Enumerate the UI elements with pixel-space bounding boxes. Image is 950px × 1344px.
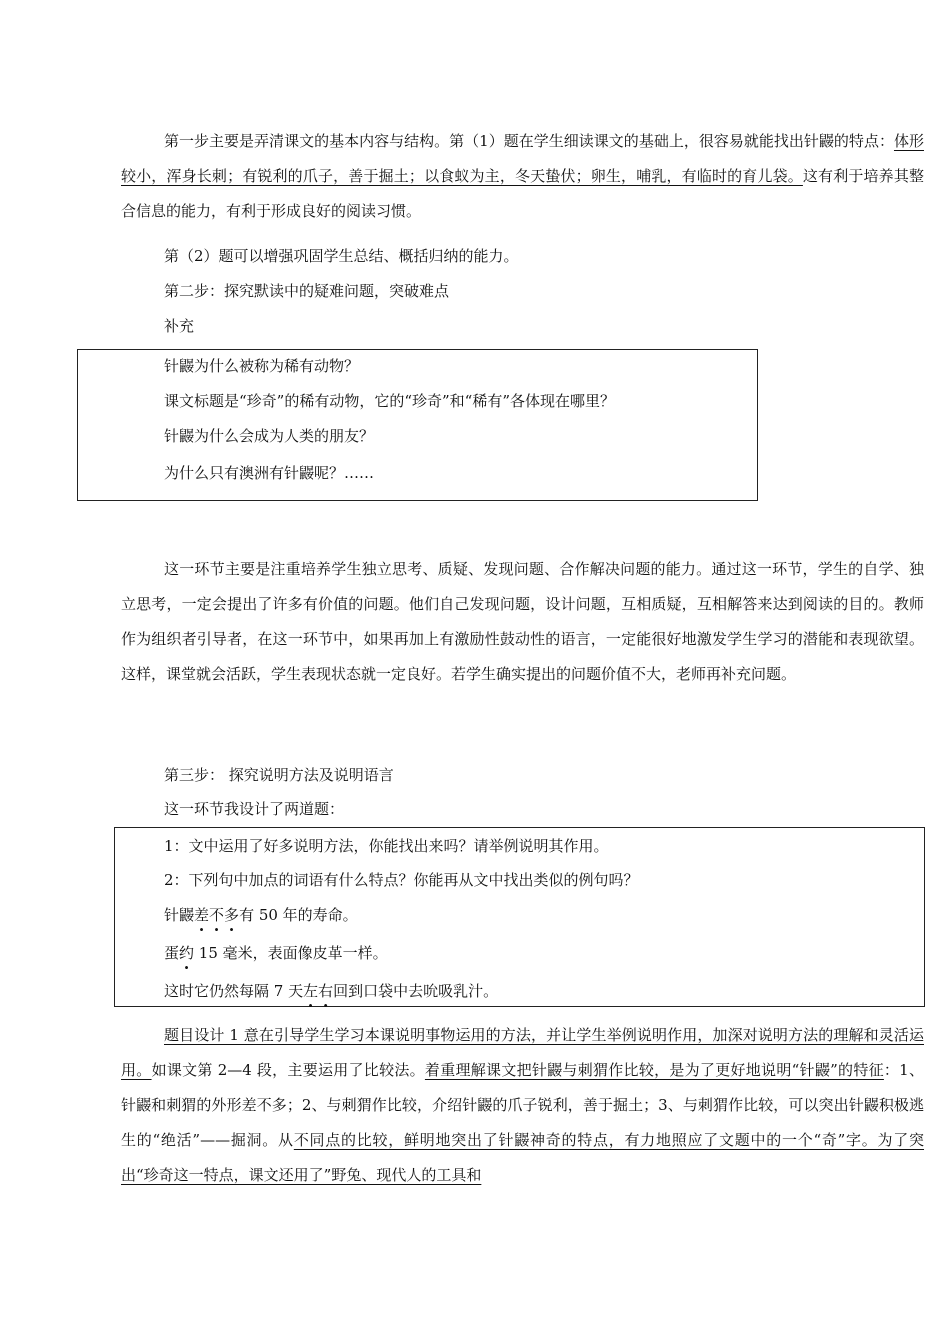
underlined-text: 不同点的比较，鲜明地突出了针鼹神奇的特点，有力地照应了文题中的一个“奇”字。为了突出“珍奇这一特点，课文还用了”野兔、现代人的工具和 (121, 1131, 925, 1184)
paragraph-question2: 第（2）题可以增强巩固学生总结、概括归纳的能力。 (164, 247, 519, 265)
dotted-char: 不 (209, 906, 225, 924)
text-span: 如课文第 2—4 段，主要运用了比较法。 (151, 1061, 425, 1079)
box1-line: 课文标题是“珍奇”的稀有动物，它的“珍奇”和“稀有”各体现在哪里？ (164, 392, 616, 410)
dotted-char: 约 (179, 944, 195, 962)
text-span: 第一步主要是弄清课文的基本内容与结构。第（1）题在学生细读课文的基础上，很容易就能找出针鼹的特点： (164, 132, 894, 150)
text-span: 这时它仍然每隔 7 天 (164, 982, 304, 1000)
dotted-char: 多 (224, 906, 240, 924)
exercise-question-1: 1：文中运用了好多说明方法，你能找出来吗？请举例说明其作用。 (164, 837, 609, 855)
text-span: 这有利于培养其整合信息的能力，有利于形成良好的阅读习惯。 (121, 167, 924, 220)
underlined-text: 体形较小，浑身长刺；有锐利的爪子，善于掘土；以食蚁为主，冬天蛰伏；卵生，哺乳，有临时的育儿袋。 (121, 132, 924, 185)
text-span: ：1、针鼹和刺猬的外形差不多；2、与刺猬作比较，介绍针鼹的爪子锐利，善于掘土；3、与刺猬作比较，可以突出针鼹积极逃生的“绝活”——掘洞。从 (121, 1061, 924, 1149)
heading-step3: 第三步： 探究说明方法及说明语言 (164, 766, 394, 784)
text-span: 蛋 (164, 944, 180, 962)
dotted-char: 差 (194, 906, 210, 924)
paragraph-design-analysis (121, 1018, 924, 1193)
box1-line: 为什么只有澳洲有针鼹呢？…… (164, 464, 375, 482)
heading-step2: 第二步：探究默读中的疑难问题，突破难点 (164, 282, 450, 300)
paragraph-step1 (121, 124, 924, 229)
paragraph-step2-explanation: 这一环节主要是注重培养学生独立思考、质疑、发现问题、合作解决问题的能力。通过这一环节，学生的自学、独立思考，一定会提出了许多有价值的问题。他们自己发现问题，设计问题，互相质疑，互相解答来达到阅读的目的。教师作为组织者引导者，在这一环节中，如果再加上有激励性鼓动性的语言，一定能很好地激发学生学习的潜能和表现欲望。这样，课堂就会活跃，学生表现状态就一定良好。若学生确实提出的问题价值不大，老师再补充问题。 (121, 560, 924, 683)
box1-line: 针鼹为什么被称为稀有动物？ (164, 357, 360, 375)
text-span: 有 50 年的寿命。 (239, 906, 358, 924)
text-span: 回到口袋中去吮吸乳汁。 (333, 982, 499, 1000)
label-supplement: 补充 (164, 317, 195, 335)
dotted-char: 右 (318, 982, 334, 1000)
exercise-question-2: 2：下列句中加点的词语有什么特点？你能再从文中找出类似的例句吗？ (164, 871, 639, 889)
underlined-text: 着重理解课文把针鼹与刺猬作比较，是为了更好地说明“针鼹”的特征 (424, 1061, 884, 1079)
example-sentence-3 (164, 974, 498, 1009)
example-sentence-1 (164, 898, 358, 933)
text-span: 针鼹 (164, 906, 195, 924)
text-span: 15 毫米，表面像皮革一样。 (194, 944, 388, 962)
box1-line: 针鼹为什么会成为人类的朋友？ (164, 427, 375, 445)
underlined-text: 题目设计 1 意在引导学生学习本课说明事物运用的方法，并让学生举例说明作用，加深对说明方法的理解和灵活运用。 (121, 1026, 924, 1079)
dotted-char: 左 (303, 982, 319, 1000)
example-sentence-2 (164, 936, 388, 971)
paragraph-two-questions: 这一环节我设计了两道题： (164, 800, 345, 818)
